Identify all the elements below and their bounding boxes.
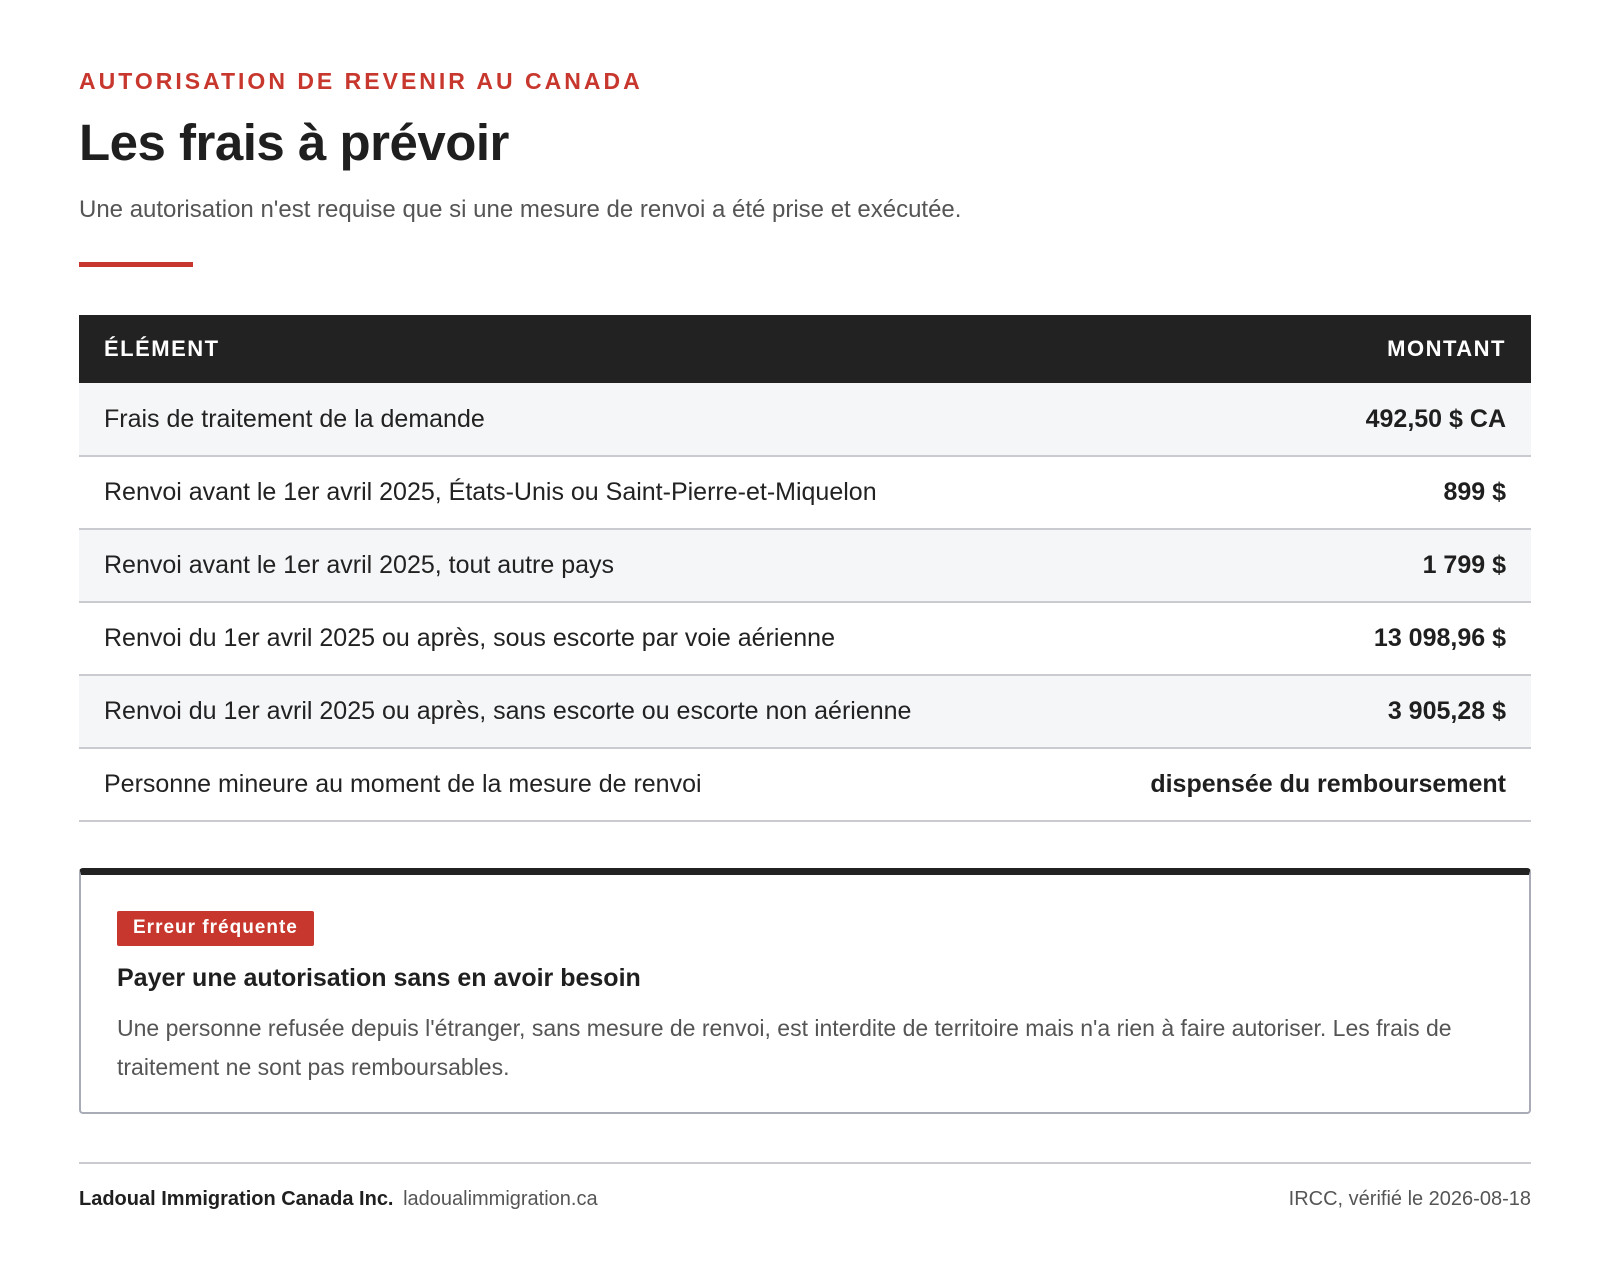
eyebrow-label: AUTORISATION DE REVENIR AU CANADA: [79, 68, 643, 94]
page-title: Les frais à prévoir: [79, 114, 509, 171]
table-row: [79, 383, 1531, 456]
row-item: Frais de traitement de la demande: [79, 383, 1065, 456]
warning-callout: [79, 868, 1531, 1114]
row-item: Renvoi avant le 1er avril 2025, États-Unis ou Saint-Pierre-et-Miquelon: [79, 456, 1065, 529]
row-item: Renvoi du 1er avril 2025 ou après, sans escorte ou escorte non aérienne: [79, 675, 1065, 748]
column-header-item: ÉLÉMENT: [79, 315, 1065, 383]
table-row: [79, 675, 1531, 748]
row-amount: 1 799 $: [1065, 529, 1531, 602]
row-item: Renvoi avant le 1er avril 2025, tout autre pays: [79, 529, 1065, 602]
footer-source-note: IRCC, vérifié le 2026-08-18: [1288, 1188, 1531, 1210]
table-row: [79, 748, 1531, 821]
row-item: Renvoi du 1er avril 2025 ou après, sous escorte par voie aérienne: [79, 602, 1065, 675]
row-amount: 899 $: [1065, 456, 1531, 529]
table-row: [79, 602, 1531, 675]
table-row: [79, 456, 1531, 529]
warning-badge: Erreur fréquente: [117, 911, 314, 946]
fees-table: [79, 315, 1531, 822]
footer-divider: [79, 1162, 1531, 1164]
table-header-row: [79, 315, 1531, 383]
row-item: Personne mineure au moment de la mesure de renvoi: [79, 748, 1065, 821]
footer-org-name: Ladoual Immigration Canada Inc.: [79, 1188, 394, 1210]
row-amount: 13 098,96 $: [1065, 602, 1531, 675]
callout-body: Une personne refusée depuis l'étranger, sans mesure de renvoi, est interdite de territoire mais n'a rien à faire autoriser. Les frais de traitement ne sont pas remboursables.: [117, 1015, 1452, 1080]
footer-website-link[interactable]: ladoualimmigration.ca: [403, 1188, 598, 1210]
callout-title: Payer une autorisation sans en avoir besoin: [117, 964, 641, 992]
accent-divider: [79, 262, 193, 267]
row-amount: 3 905,28 $: [1065, 675, 1531, 748]
table-row: [79, 529, 1531, 602]
row-amount: 492,50 $ CA: [1065, 383, 1531, 456]
row-amount: dispensée du remboursement: [1065, 748, 1531, 821]
column-header-amount: MONTANT: [1065, 315, 1531, 383]
footer-brand: [79, 1188, 598, 1211]
page-subtitle: Une autorisation n'est requise que si une mesure de renvoi a été prise et exécutée.: [79, 196, 962, 223]
